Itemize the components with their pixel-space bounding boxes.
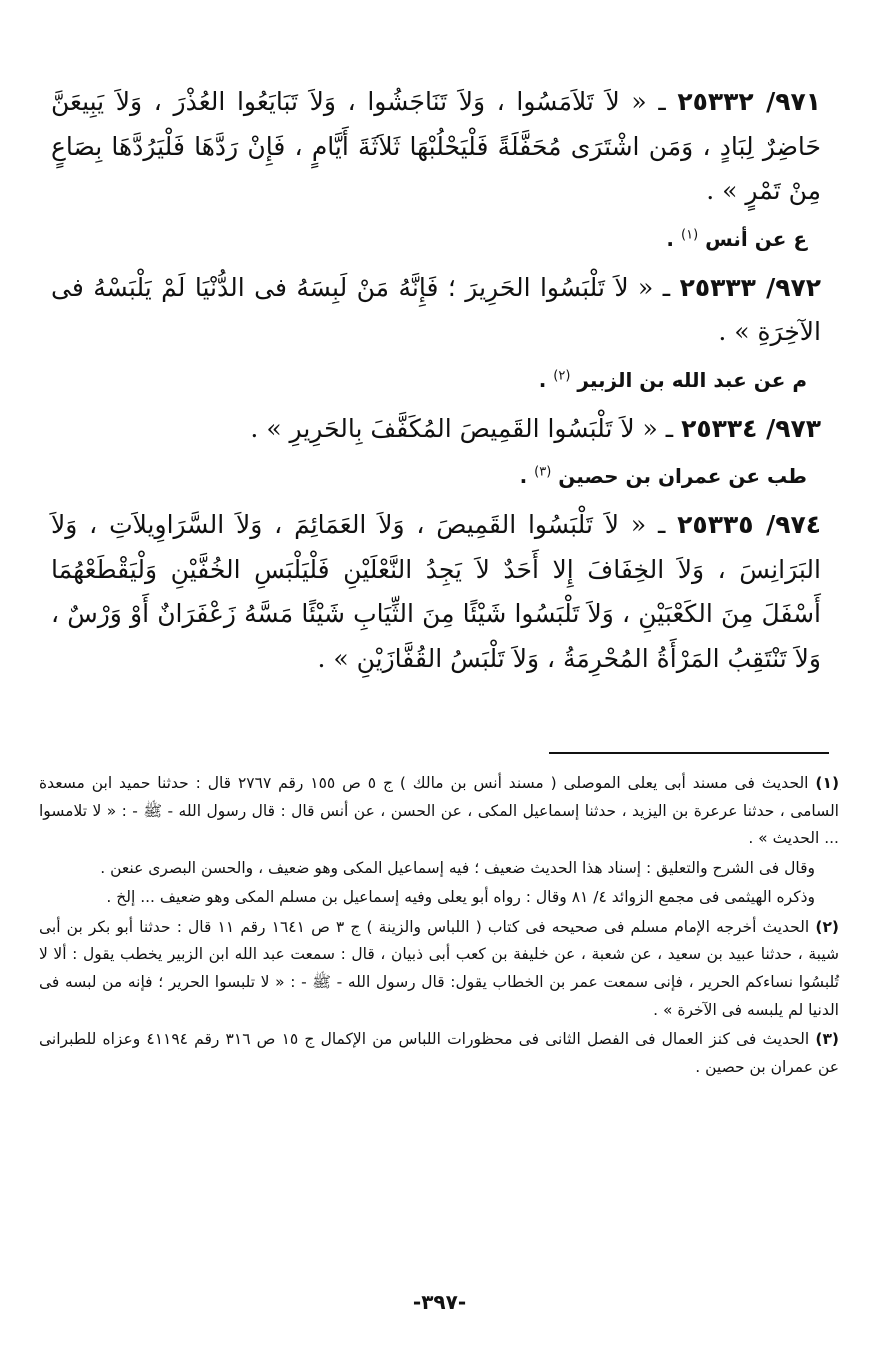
source-text: م عن عبد الله بن الزبير	[577, 367, 807, 392]
footnote-2	[39, 914, 839, 1024]
footnote-separator	[549, 752, 829, 754]
source-text: ع عن أنس	[705, 226, 807, 251]
hadith-number: ٩٧٤/ ٢٥٣٣٥	[677, 510, 821, 539]
hadith-number: ٩٧٢/ ٢٥٣٣٣	[679, 272, 822, 302]
hadith-971: ٩٧١/ ٢٥٣٣٢ ـ « لاَ تَلاَمَسُوا ، وَلاَ تَنَاجَشُوا ، وَلاَ تَبَايَعُوا العُذْرَ ، وَلاَ يَبِيعَنَّ حَاضِرٌ لِبَادٍ ، وَمَن اشْتَرَى مُحَفَّلَةً فَلْيَحْلُبْهَا ثَلاَثَةَ أَيَّامٍ ، فَإِنْ رَدَّهَا فَلْيَرُدَّهَا بِصَاعٍ مِنْ تَمْرٍ » .	[51, 87, 821, 205]
footnote-text: الحديث فى مسند أبى يعلى الموصلى ( مسند أنس بن مالك ) ج ٥ ص ١٥٥ رقم ٢٧٦٧ قال : حدثنا حميد ابن مسعدة السامى ، حدثنا عرعرة بن اليزيد ، حدثنا إسماعيل المكى ، عن الحسن ، عن أنس قال : قال رسول الله - ﷺ - : « لا تلامسوا ... الحديث » .	[39, 774, 839, 848]
footnote-text: الحديث أخرجه الإمام مسلم فى صحيحه فى كتاب ( اللباس والزينة ) ج ٣ ص ١٦٤١ رقم ١١ قال : حدثنا أبو بكر بن أبى شيبة ، حدثنا عبيد بن سعيد ، عن شعبة ، عن خليفة بن كعب أبى ذبيان ، قال : سمعت عبد الله ابن الزبير يخطب يقول : ألا لا تُلبسُوا نساءكم الحرير ، فإنى سمعت عمر بن الخطاب يقول: قال رسول الله - ﷺ - : « لا تلبسوا الحرير ؛ فإنه من لبسه فى الدنيا لم يلبسه فى الآخرة » .	[39, 917, 839, 1019]
hadith-text: « لاَ تَلْبَسُوا القَمِيصَ ، وَلاَ العَمَائِمَ ، وَلاَ السَّرَاوِيلاَتِ ، وَلاَ البَرَانِسَ ، وَلاَ الخِفَافَ إِلا أَحَدٌ لاَ يَجِدُ النَّعْلَيْنِ فَلْيَلْبَسِ الخُفَّيْنِ وَلْيَقْطَعْهُمَا أَسْفَلَ مِنَ الكَعْبَيْنِ ، وَلاَ تَلْبَسُوا شَيْئًا مِنَ الثِّيَابِ شَيْئًا مَسَّهُ زَعْفَرَانٌ أَوْ وَرْسٌ ، وَلاَ تَنْتَقِبُ المَرْأَةُ المُحْرِمَةُ ، وَلاَ تَلْبَسُ القُفَّازَيْنِ » .	[51, 510, 821, 673]
hadith-number: ٩٧١/ ٢٥٣٣٢	[677, 87, 821, 116]
footnote-1	[39, 770, 839, 853]
hadith-number: ٩٧٣/ ٢٥٣٣٤	[681, 413, 821, 443]
page-number: -٣٩٧-	[412, 1290, 467, 1314]
footnote-text: الحديث فى كنز العمال فى الفصل الثانى فى محظورات اللباس من الإكمال ج ١٥ ص ٣١٦ رقم ٤١١٩٤ وعزاه للطبرانى عن عمران بن حصين .	[39, 1030, 839, 1076]
main-text	[51, 80, 821, 685]
hadith-974: ٩٧٤/ ٢٥٣٣٥ ـ « لاَ تَلْبَسُوا القَمِيصَ ، وَلاَ العَمَائِمَ ، وَلاَ السَّرَاوِيلاَتِ ، وَلاَ البَرَانِسَ ، وَلاَ الخِفَافَ إِلا أَحَدٌ لاَ يَجِدُ النَّعْلَيْنِ فَلْيَلْبَسِ الخُفَّيْنِ وَلْيَقْطَعْهُمَا أَسْفَلَ مِنَ الكَعْبَيْنِ ، وَلاَ تَلْبَسُوا شَيْئًا مِنَ الثِّيَابِ شَيْئًا مَسَّهُ زَعْفَرَانٌ أَوْ وَرْسٌ ، وَلاَ تَنْتَقِبُ المَرْأَةُ المُحْرِمَةُ ، وَلاَ تَلْبَسُ القُفَّازَيْنِ » .	[51, 510, 821, 673]
footnote-number: (٣)	[815, 1030, 840, 1049]
hadith-source: طب عن عمران بن حصين $^{(٣)}$ .	[519, 464, 807, 488]
hadith-text: « لاَ تَلاَمَسُوا ، وَلاَ تَنَاجَشُوا ، وَلاَ تَبَايَعُوا العُذْرَ ، وَلاَ يَبِيعَنَّ حَاضِرٌ لِبَادٍ ، وَمَن اشْتَرَى مُحَفَّلَةً فَلْيَحْلُبْهَا ثَلاَثَةَ أَيَّامٍ ، فَإِنْ رَدَّهَا فَلْيَرُدَّهَا بِصَاعٍ مِنْ تَمْرٍ » .	[51, 87, 821, 205]
footnote-ref: (٣)	[534, 464, 552, 480]
footnote-3	[39, 1026, 839, 1081]
footnote-1-haythami: وذكره الهيثمى فى مجمع الزوائد ٤/ ٨١ وقال : رواه أبو يعلى وفيه إسماعيل بن مسلم المكى وهو ضعيف ... إلخ .	[106, 888, 815, 907]
footnote-ref: (١)	[681, 226, 699, 242]
hadith-text: « لاَ تَلْبَسُوا القَمِيصَ المُكَفَّفَ بِالحَرِيرِ » .	[250, 413, 658, 443]
footnote-number: (١)	[815, 774, 840, 792]
footnote-number: (٢)	[815, 917, 839, 936]
hadith-972: ٩٧٢/ ٢٥٣٣٣ ـ « لاَ تَلْبَسُوا الحَرِيرَ ؛ فَإِنَّهُ مَنْ لَبِسَهُ فى الدُّنْيَا لَمْ يَلْبَسْهُ فى الآخِرَةِ » .	[51, 272, 822, 346]
hadith-973: ٩٧٣/ ٢٥٣٣٤ ـ « لاَ تَلْبَسُوا القَمِيصَ المُكَفَّفَ بِالحَرِيرِ » .	[250, 413, 821, 443]
footnote-1-commentary: وقال فى الشرح والتعليق : إسناد هذا الحديث ضعيف ؛ فيه إسماعيل المكى وهو ضعيف ، والحسن البصرى عنعن .	[100, 858, 815, 877]
hadith-source: ع عن أنس $^{(١)}$ .	[666, 226, 807, 251]
hadith-text: « لاَ تَلْبَسُوا الحَرِيرَ ؛ فَإِنَّهُ مَنْ لَبِسَهُ فى الدُّنْيَا لَمْ يَلْبَسْهُ فى الآخِرَةِ » .	[51, 272, 821, 346]
footnotes	[39, 770, 839, 1083]
hadith-source: م عن عبد الله بن الزبير $^{(٢)}$ .	[538, 367, 807, 392]
source-text: طب عن عمران بن حصين	[558, 464, 807, 488]
footnote-ref: (٢)	[553, 367, 571, 383]
